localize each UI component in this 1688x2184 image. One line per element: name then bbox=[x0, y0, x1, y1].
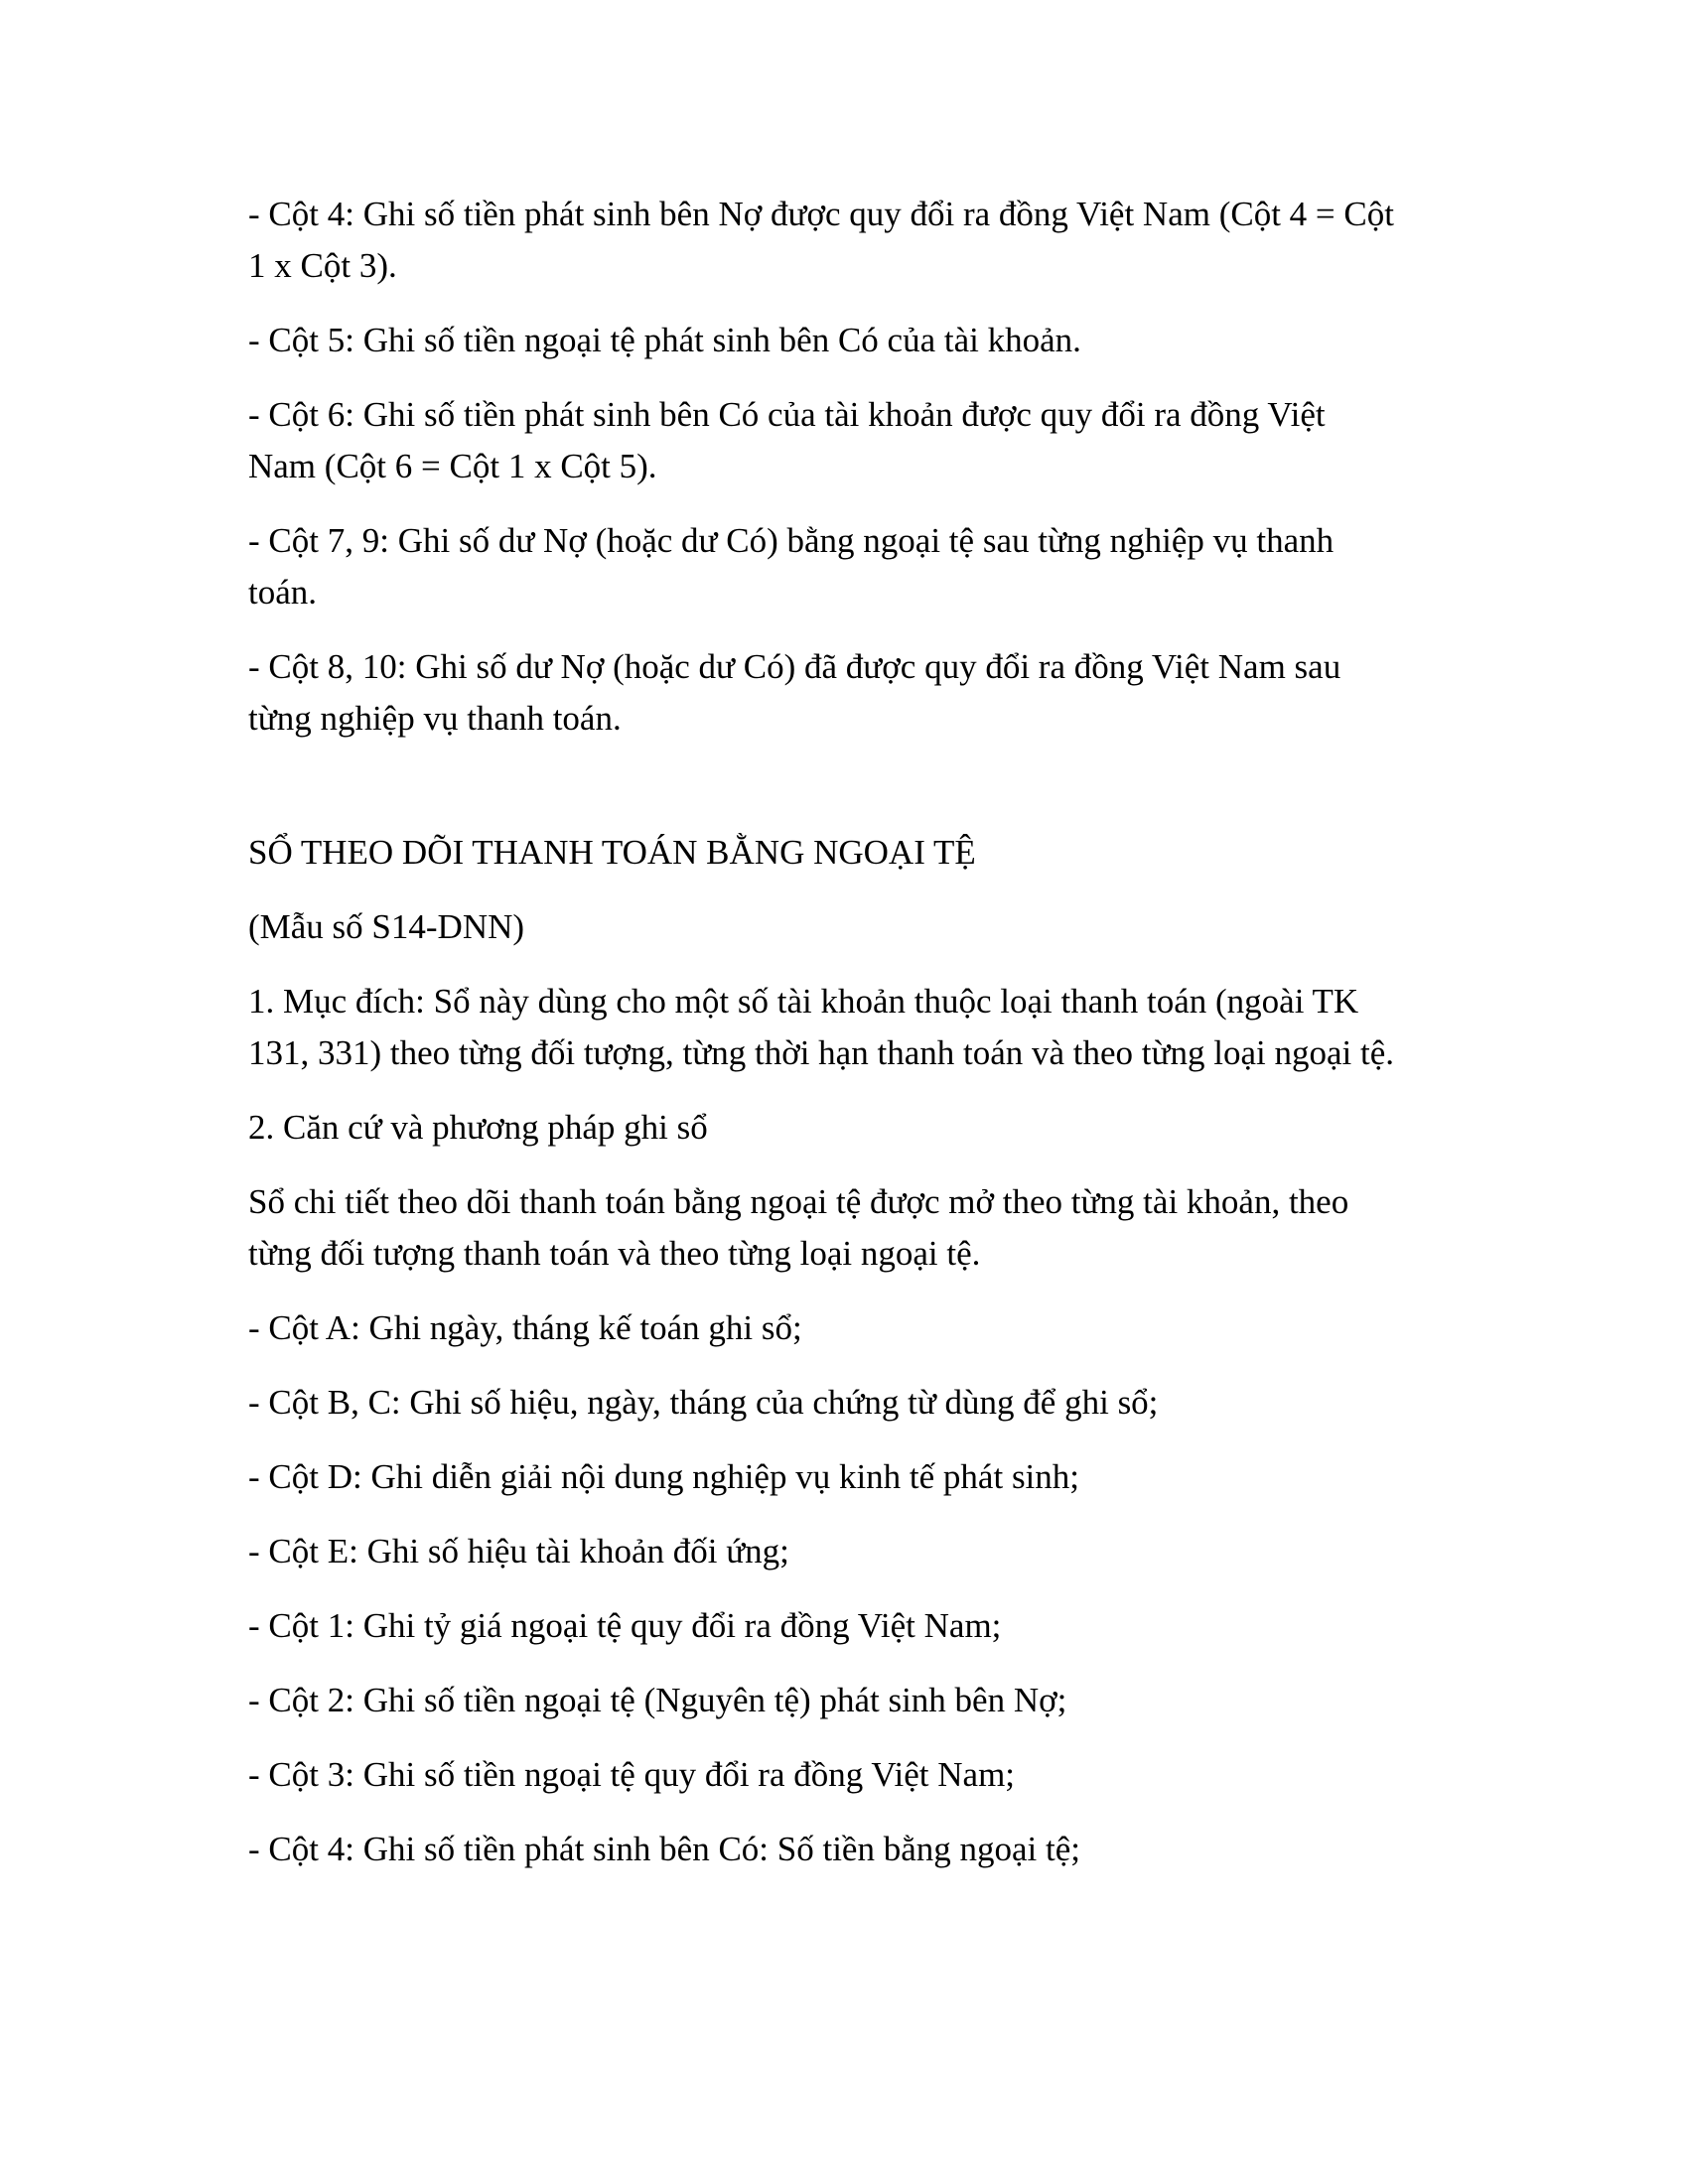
paragraph bbox=[248, 641, 1440, 745]
text-line: - Cột 7, 9: Ghi số dư Nợ (hoặc dư Có) bằng ngoại tệ sau từng nghiệp vụ thanh bbox=[248, 521, 1335, 560]
text-line: 2. Căn cứ và phương pháp ghi sổ bbox=[248, 1108, 708, 1147]
text-line: - Cột B, C: Ghi số hiệu, ngày, tháng của chứng từ dùng để ghi sổ; bbox=[248, 1383, 1159, 1422]
paragraph bbox=[248, 1600, 1440, 1652]
text-line: - Cột A: Ghi ngày, tháng kế toán ghi sổ; bbox=[248, 1308, 802, 1347]
text-line: - Cột 1: Ghi tỷ giá ngoại tệ quy đổi ra đồng Việt Nam; bbox=[248, 1606, 1002, 1645]
paragraph bbox=[248, 1526, 1440, 1577]
text-line: 1. Mục đích: Sổ này dùng cho một số tài khoản thuộc loại thanh toán (ngoài TK bbox=[248, 982, 1359, 1021]
paragraph bbox=[248, 1451, 1440, 1503]
text-line: từng đối tượng thanh toán và theo từng loại ngoại tệ. bbox=[248, 1234, 981, 1273]
text-line: SỔ THEO DÕI THANH TOÁN BẰNG NGOẠI TỆ bbox=[248, 833, 976, 872]
text-line: - Cột 4: Ghi số tiền phát sinh bên Có: Số tiền bằng ngoại tệ; bbox=[248, 1830, 1080, 1868]
paragraph bbox=[248, 515, 1440, 618]
text-line: từng nghiệp vụ thanh toán. bbox=[248, 699, 622, 738]
paragraph bbox=[248, 389, 1440, 492]
paragraph bbox=[248, 1749, 1440, 1801]
form-number bbox=[248, 901, 1440, 953]
text-line: - Cột 5: Ghi số tiền ngoại tệ phát sinh bên Có của tài khoản. bbox=[248, 321, 1081, 359]
text-line: 1 x Cột 3). bbox=[248, 246, 397, 285]
text-line: 131, 331) theo từng đối tượng, từng thời hạn thanh toán và theo từng loại ngoại tệ. bbox=[248, 1033, 1394, 1072]
document-body bbox=[248, 189, 1440, 1898]
paragraph bbox=[248, 976, 1440, 1079]
text-line: - Cột 8, 10: Ghi số dư Nợ (hoặc dư Có) đã được quy đổi ra đồng Việt Nam sau bbox=[248, 647, 1341, 686]
text-line: toán. bbox=[248, 573, 318, 612]
text-line: (Mẫu số S14-DNN) bbox=[248, 907, 525, 946]
paragraph bbox=[248, 1824, 1440, 1875]
text-line: - Cột 3: Ghi số tiền ngoại tệ quy đổi ra đồng Việt Nam; bbox=[248, 1755, 1016, 1794]
text-line: - Cột 6: Ghi số tiền phát sinh bên Có của tài khoản được quy đổi ra đồng Việt bbox=[248, 395, 1326, 434]
paragraph bbox=[248, 1675, 1440, 1726]
text-line: - Cột E: Ghi số hiệu tài khoản đối ứng; bbox=[248, 1532, 789, 1570]
section-title bbox=[248, 827, 1440, 879]
paragraph bbox=[248, 1377, 1440, 1429]
text-line: - Cột 4: Ghi số tiền phát sinh bên Nợ được quy đổi ra đồng Việt Nam (Cột 4 = Cột bbox=[248, 195, 1394, 233]
paragraph bbox=[248, 1302, 1440, 1354]
paragraph bbox=[248, 315, 1440, 366]
paragraph bbox=[248, 1102, 1440, 1154]
paragraph bbox=[248, 1176, 1440, 1280]
paragraph bbox=[248, 189, 1440, 292]
text-line: - Cột D: Ghi diễn giải nội dung nghiệp vụ kinh tế phát sinh; bbox=[248, 1457, 1080, 1496]
text-line: - Cột 2: Ghi số tiền ngoại tệ (Nguyên tệ) phát sinh bên Nợ; bbox=[248, 1681, 1067, 1719]
text-line: Sổ chi tiết theo dõi thanh toán bằng ngoại tệ được mở theo từng tài khoản, theo bbox=[248, 1182, 1349, 1221]
text-line: Nam (Cột 6 = Cột 1 x Cột 5). bbox=[248, 447, 657, 485]
